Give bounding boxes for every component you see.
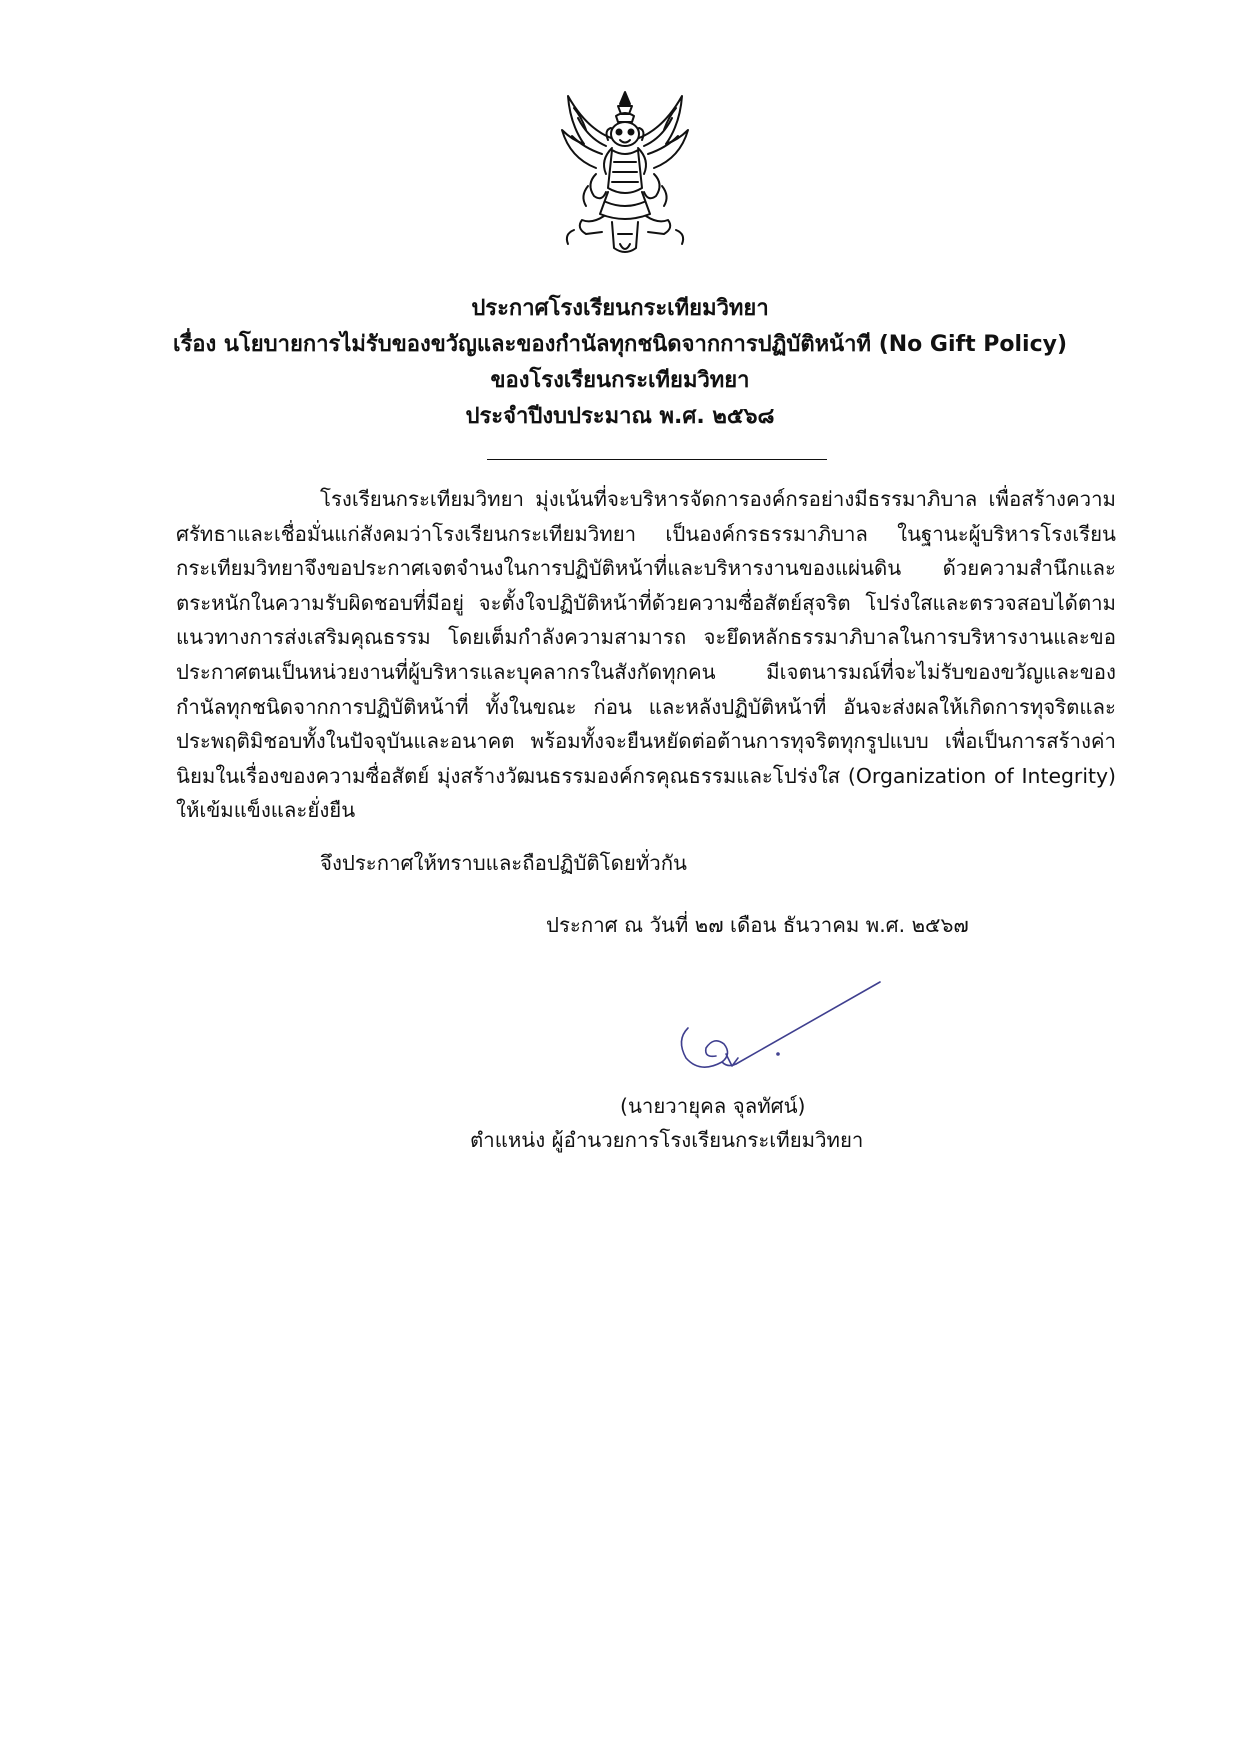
announcement-body [176,482,1116,828]
heading-subject: เรื่อง นโยบายการไม่รับของขวัญและของกำนัลทุกชนิดจากการปฏิบัติหน้าที (No Gift Policy) [172,332,1068,357]
heading-fiscal-year: ประจำปีงบประมาณ พ.ศ. ๒๕๖๘ [465,404,775,429]
handwritten-signature [666,970,896,1080]
announcement-date: ประกาศ ณ วันที่ ๒๗ เดือน ธันวาคม พ.ศ. ๒๕๖๗ [546,913,969,937]
signer-name: (นายวายุคล จุลทัศน์) [620,1094,806,1118]
announcement-closing: จึงประกาศให้ทราบและถือปฏิบัติโดยทั่วกัน [320,851,687,875]
body-paragraph: โรงเรียนกระเทียมวิทยา มุ่งเน้นที่จะบริหารจัดการองค์กรอย่างมีธรรมาภิบาล เพื่อสร้างความศรัทธาและเชื่อมั่นแก่สังคมว่าโรงเรียนกระเทียมวิทยา เป็นองค์กรธรรมาภิบาล ในฐานะผู้บริหารโรงเรียนกระเทียมวิทยาจึงขอประกาศเจตจำนงในการปฏิบัติหน้าที่และบริหารงานของแผ่นดิน ด้วยความสำนึกและตระหนักในความรับผิดชอบที่มีอยู่ จะตั้งใจปฏิบัติหน้าที่ด้วยความซื่อสัตย์สุจริต โปร่งใสและตรวจสอบได้ตามแนวทางการส่งเสริมคุณธรรม โดยเต็มกำลังความสามารถ จะยึดหลักธรรมาภิบาลในการบริหารงานและขอประกาศตนเป็นหน่วยงานที่ผู้บริหารและบุคลากรในสังกัดทุกคน มีเจตนารมณ์ที่จะไม่รับของขวัญและของกำนัลทุกชนิดจากการปฏิบัติหน้าที่ ทั้งในขณะ ก่อน และหลังปฏิบัติหน้าที่ อันจะส่งผลให้เกิดการทุจริตและประพฤติมิชอบทั้งในปัจจุบันและอนาคต พร้อมทั้งจะยืนหยัดต่อต้านการทุจริตทุกรูปแบบ เพื่อเป็นการสร้างค่านิยมในเรื่องของความซื่อสัตย์ มุ่งสร้างวัฒนธรรมองค์กรคุณธรรมและโปร่งใส (Organization of Integrity) ให้เข้มแข็งและยั่งยืน [176,487,1116,823]
garuda-emblem-icon [556,88,694,260]
heading-title: ประกาศโรงเรียนกระเทียมวิทยา [471,296,769,321]
heading-organization: ของโรงเรียนกระเทียมวิทยา [490,368,750,393]
heading-divider [487,459,827,460]
signer-position: ตำแหน่ง ผู้อำนวยการโรงเรียนกระเทียมวิทยา [470,1128,864,1152]
announcement-heading [120,291,1120,435]
